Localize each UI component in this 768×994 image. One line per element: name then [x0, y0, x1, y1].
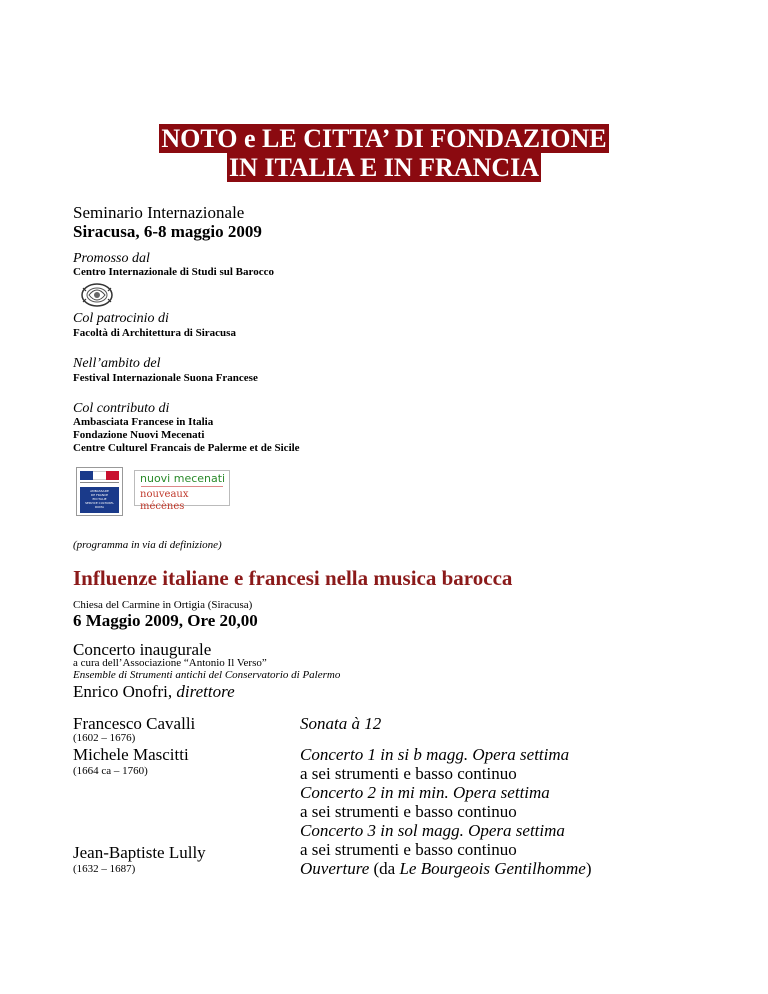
promoted-org: Centro Internazionale di Studi sul Barocco — [73, 266, 274, 278]
embassy-logo-text: DE FRANCE — [90, 493, 109, 497]
program-note: (programma in via di definizione) — [73, 539, 222, 551]
concert-director — [73, 682, 235, 701]
work-scoring: a sei strumenti e basso continuo — [300, 802, 517, 821]
french-embassy-logo — [76, 467, 123, 516]
composer-dates: (1664 ca – 1760) — [73, 765, 148, 777]
embassy-logo-text: ROMA — [94, 505, 105, 509]
concert-curated-by: a cura dell’Associazione “Antonio Il Verso” — [73, 657, 267, 669]
contribution-label: Col contributo di — [73, 401, 170, 416]
concert-name: Concerto inaugurale — [73, 640, 212, 659]
work-scoring: a sei strumenti e basso continuo — [300, 840, 517, 859]
contribution-org: Ambasciata Francese in Italia — [73, 416, 214, 428]
composer-name: Jean-Baptiste Lully — [73, 843, 206, 862]
work-title: Ouverture — [300, 859, 370, 878]
work-title: Concerto 3 in sol magg. Opera settima — [300, 821, 565, 840]
director-role: direttore — [176, 682, 235, 701]
concert-datetime: 6 Maggio 2009, Ore 20,00 — [73, 611, 258, 630]
context-org: Festival Internazionale Suona Francese — [73, 372, 258, 384]
work-source: Le Bourgeois Gentilhomme — [399, 859, 586, 878]
contribution-org: Fondazione Nuovi Mecenati — [73, 429, 205, 441]
centro-barocco-logo — [80, 282, 114, 313]
work-text: ) — [585, 859, 592, 878]
promoted-label: Promosso dal — [73, 251, 150, 266]
nuovi-mecenati-logo — [134, 470, 230, 512]
patronage-org: Facoltà di Architettura di Siracusa — [73, 327, 236, 339]
contribution-org: Centre Culturel Francais de Palerme et de Sicile — [73, 442, 300, 454]
patronage-label: Col patrocinio di — [73, 311, 169, 326]
context-label: Nell’ambito del — [73, 356, 161, 371]
work-title-ouverture — [300, 859, 592, 878]
seminar-label: Seminario Internazionale — [73, 203, 245, 222]
work-text: (da — [369, 859, 400, 878]
mecenati-logo-line1: nuovi mecenati — [140, 472, 226, 485]
composer-name: Francesco Cavalli — [73, 714, 196, 733]
concert-ensemble: Ensemble di Strumenti antichi del Conservatorio di Palermo — [73, 669, 341, 681]
title-line-2: IN ITALIA E IN FRANCIA — [228, 153, 540, 182]
work-title: Concerto 2 in mi min. Opera settima — [300, 783, 550, 802]
seminar-place-date: Siracusa, 6-8 maggio 2009 — [73, 222, 262, 241]
embassy-logo-text: AMBASSADE — [90, 489, 109, 493]
composer-name: Michele Mascitti — [73, 745, 189, 764]
composer-dates: (1602 – 1676) — [73, 732, 136, 744]
embassy-logo-text: EN ITALIE — [92, 497, 107, 501]
title-line-1: NOTO e LE CITTA’ DI FONDAZIONE — [161, 124, 607, 153]
embassy-logo-text: SERVICE CULTUREL — [85, 501, 114, 505]
work-title: Sonata à 12 — [300, 714, 382, 733]
section-title: Influenze italiane e francesi nella musica barocca — [73, 566, 513, 590]
work-scoring: a sei strumenti e basso continuo — [300, 764, 517, 783]
mecenati-logo-line2: nouveaux mécènes — [140, 489, 189, 512]
composer-dates: (1632 – 1687) — [73, 863, 136, 875]
work-title: Concerto 1 in si b magg. Opera settima — [300, 745, 570, 764]
concert-venue: Chiesa del Carmine in Ortigia (Siracusa) — [73, 599, 253, 611]
director-name: Enrico Onofri, — [73, 682, 177, 701]
